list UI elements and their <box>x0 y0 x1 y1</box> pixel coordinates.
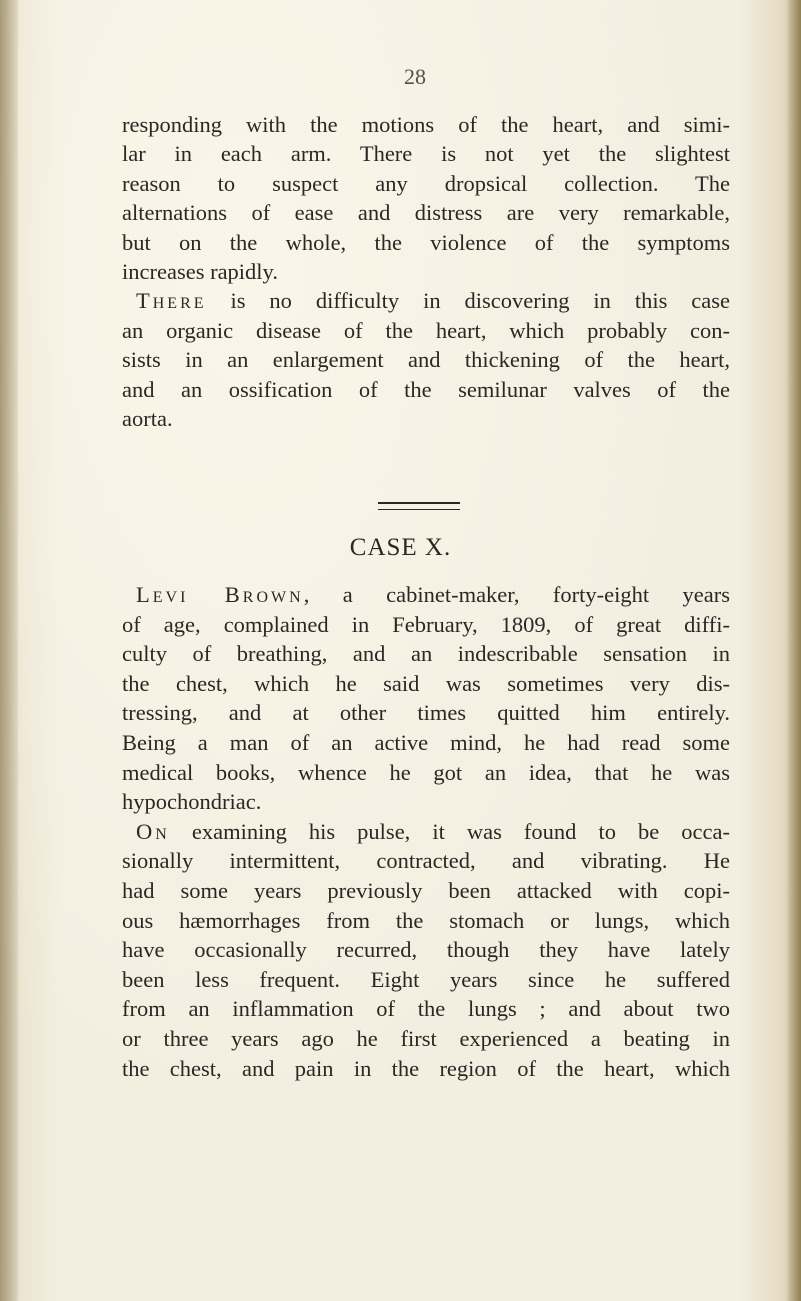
paragraph-opening-line <box>122 817 730 847</box>
text-line: but on the whole, the violence of the symptoms <box>122 229 730 255</box>
paragraph-lead-name: Levi Brown <box>136 582 304 607</box>
section-rule <box>378 502 460 510</box>
paragraph-lead-word: There <box>136 288 207 314</box>
paragraph-opening-line <box>122 286 730 315</box>
text-line: sists in an enlargement and thickening of the heart, <box>122 347 730 373</box>
text-line: medical books, whence he got an idea, that he was <box>122 759 730 785</box>
page-number: 28 <box>404 64 426 89</box>
text-fragment: examining his pulse, it was found to be occa- <box>169 818 730 844</box>
paragraph-opening-line <box>122 580 730 610</box>
text-line: of age, complained in February, 1809, of great diffi- <box>122 611 730 637</box>
text-line: alternations of ease and distress are very remarkable, <box>122 200 730 226</box>
text-block-top <box>122 110 730 433</box>
text-line: from an inflammation of the lungs ; and about two <box>122 996 730 1022</box>
text-line: reason to suspect any dropsical collection. The <box>122 170 730 196</box>
text-block-bottom <box>122 580 730 1083</box>
text-line: hypochondriac. <box>122 789 262 815</box>
text-line: have occasionally recurred, though they have lately <box>122 937 730 963</box>
text-fragment: is no difficulty in discovering in this case <box>206 288 730 314</box>
text-line: had some years previously been attacked with copi- <box>122 877 730 903</box>
page-left-edge <box>0 0 18 1301</box>
text-line: and an ossification of the semilunar valves of the <box>122 376 730 402</box>
text-line: ous hæmorrhages from the stomach or lungs, which <box>122 907 730 933</box>
text-line: tressing, and at other times quitted him entirely. <box>122 700 730 726</box>
text-line: lar in each arm. There is not yet the slightest <box>122 141 730 167</box>
text-line: increases rapidly. <box>122 259 278 285</box>
text-line: Being a man of an active mind, he had read some <box>122 729 730 755</box>
text-line: the chest, which he said was sometimes very dis- <box>122 670 730 696</box>
text-line: culty of breathing, and an indescribable sensation in <box>122 641 730 667</box>
paragraph-lead-word: On <box>136 818 170 844</box>
text-line: sionally intermittent, contracted, and vibrating. He <box>122 848 730 874</box>
text-line: or three years ago he first experienced a beating in <box>122 1025 730 1051</box>
text-fragment: , a cabinet-maker, forty-eight years <box>303 582 731 607</box>
text-line: aorta. <box>122 406 173 432</box>
text-line: an organic disease of the heart, which probably con- <box>122 317 730 343</box>
case-heading: CASE X. <box>349 534 452 561</box>
page-right-edge <box>787 0 801 1301</box>
text-line: the chest, and pain in the region of the heart, which <box>122 1055 730 1081</box>
text-line: responding with the motions of the heart, and simi- <box>122 112 730 137</box>
text-line: been less frequent. Eight years since he suffered <box>122 966 730 992</box>
